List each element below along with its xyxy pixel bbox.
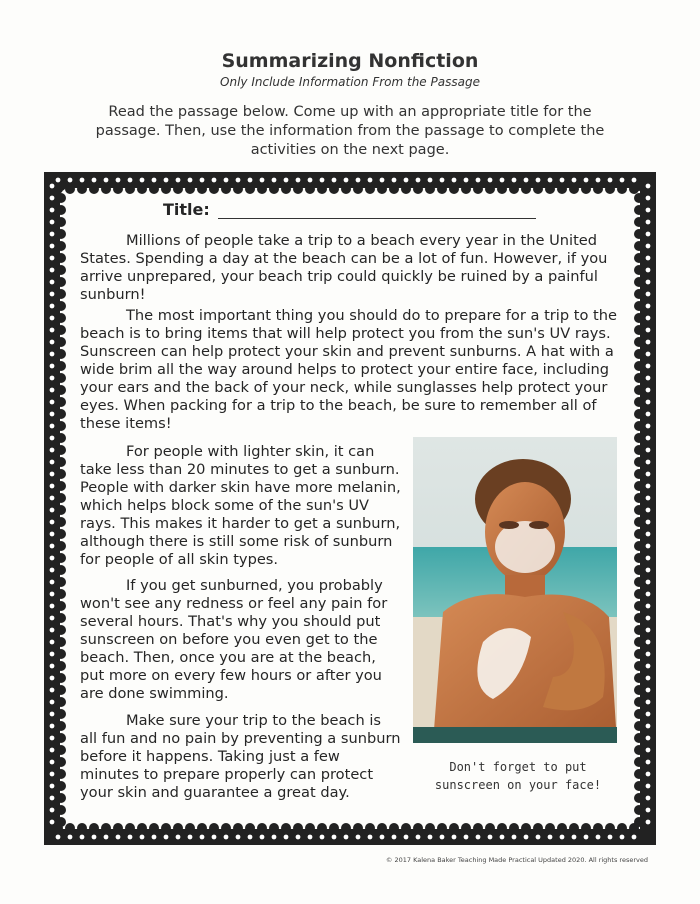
copyright-notice: © 2017 Kalena Baker Teaching Made Practical Updated 2020. All rights reserved xyxy=(385,856,648,864)
page-subtitle: Only Include Information From the Passage xyxy=(220,75,480,89)
page-title: Summarizing Nonfiction xyxy=(221,50,479,72)
beach-boy-photo xyxy=(413,437,617,743)
paragraph-5: Make sure your trip to the beach is all fun and no pain by preventing a sunburn before it happens. Taking just a few minutes to prepare properly can protect your skin and guarantee a great day. xyxy=(80,712,401,801)
title-blank-line[interactable] xyxy=(218,218,536,219)
title-label: Title: xyxy=(163,200,210,219)
paragraph-4: If you get sunburned, you probably won't see any redness or feel any pain for several hours. That's why you should put sunscreen on before you even get to the beach. Then, once you are at the beach, put more on every few hours or after you are done swimming. xyxy=(80,577,388,702)
instructions: Read the passage below. Come up with an appropriate title for the passage. Then, use the information from the passage to complete the activities on the next page. xyxy=(95,104,605,158)
photo-caption: Don't forget to put sunscreen on your face! xyxy=(434,760,602,792)
paragraph-3: For people with lighter skin, it can take less than 20 minutes to get a sunburn. People with darker skin have more melanin, which helps block some of the sun's UV rays. This makes it harder to get a sunburn, although there is still some risk of sunburn for people of all skin types. xyxy=(80,443,401,568)
paragraph-2: The most important thing you should do to prepare for a trip to the beach is to bring items that will help protect you from the sun's UV rays. Sunscreen can help protect your skin and prevent sunburns. A hat with a wide brim all the way around helps to protect your entire face, including your ears and the back of your neck, while sunglasses help protect your eyes. When packing for a trip to the beach, be sure to remember all of these items! xyxy=(80,307,617,432)
paragraph-1: Millions of people take a trip to a beach every year in the United States. Spending a day at the beach can be a lot of fun. However, if you arrive unprepared, your beach trip could quickly be ruined by a painful sunburn! xyxy=(80,232,608,303)
